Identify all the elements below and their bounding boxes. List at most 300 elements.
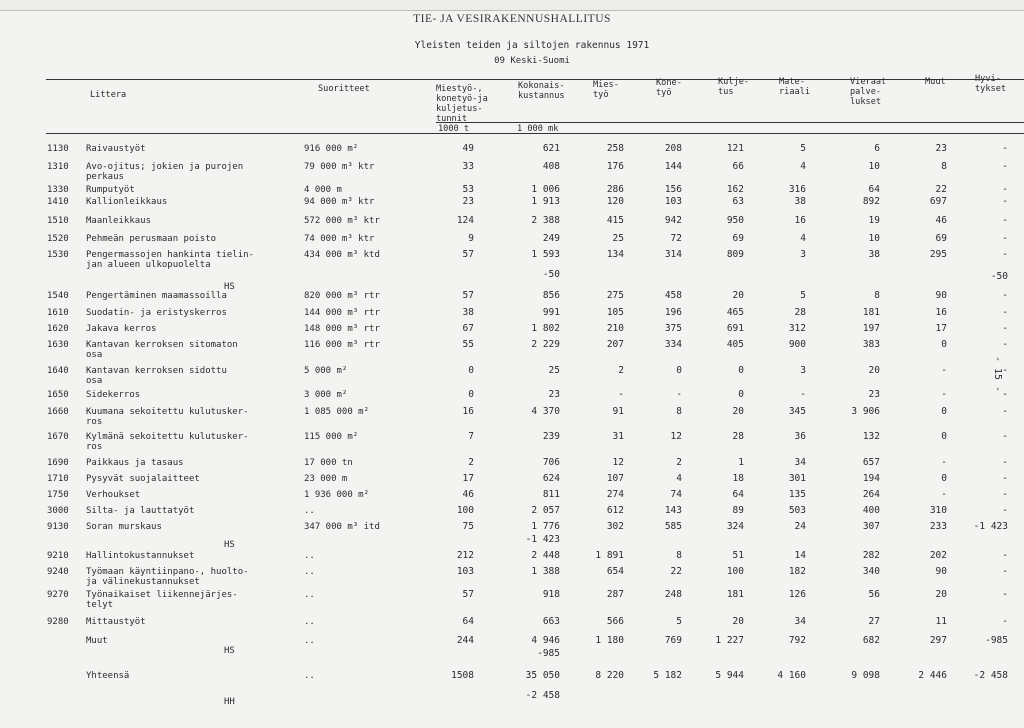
row-code: 1410 — [47, 197, 69, 207]
cell-qty: 347 000 m³ itd — [304, 522, 380, 532]
cell-transport: 465 — [726, 307, 744, 318]
cell-labor: 176 — [606, 161, 624, 172]
cell-machine: 334 — [664, 339, 682, 350]
row-label: Pengertäminen maamassoilla — [86, 291, 227, 301]
cell-services: 383 — [862, 339, 880, 350]
cell-credit: - — [1002, 161, 1008, 172]
row-label: Suodatin- ja eristyskerros — [86, 308, 227, 318]
cell-machine: 144 — [664, 161, 682, 172]
cell-services: 19 — [868, 215, 880, 226]
cell-other: - — [941, 389, 947, 400]
cell-machine: 314 — [664, 249, 682, 260]
cell-labor: 12 — [612, 457, 624, 468]
row-label: HS — [224, 540, 235, 550]
cell-services: 10 — [868, 233, 880, 244]
cell-total: 624 — [542, 473, 560, 484]
page-number: - 15 - — [992, 356, 1003, 393]
cell-services: 194 — [862, 473, 880, 484]
cell-labor: 258 — [606, 143, 624, 154]
row-label: Silta- ja lauttatyöt — [86, 506, 195, 516]
cell-machine: 143 — [664, 505, 682, 516]
cell-total: 1 776 — [531, 521, 560, 532]
row-label: Pysyvät suojalaitteet — [86, 474, 200, 484]
cell-hours: 67 — [462, 323, 474, 334]
cell-material: 38 — [794, 196, 806, 207]
cell-credit: - — [1002, 365, 1008, 376]
cell-material: 3 — [800, 249, 806, 260]
column-header-qty: Suoritteet — [318, 84, 370, 94]
cell-transport: 0 — [738, 389, 744, 400]
cell-material: 34 — [794, 457, 806, 468]
cell-material: - — [800, 389, 806, 400]
cell-services: 8 — [874, 290, 880, 301]
cell-other: 0 — [941, 406, 947, 417]
cell-total: 4 946 — [531, 635, 560, 646]
cell-services: 23 — [868, 389, 880, 400]
cell-other: 297 — [929, 635, 947, 646]
cell-hours: 16 — [462, 406, 474, 417]
row-code: 1510 — [47, 216, 69, 226]
cell-services: 64 — [868, 184, 880, 195]
row-label: Työnaikaiset liikennejärjes- telyt — [86, 590, 238, 610]
cell-transport: 405 — [726, 339, 744, 350]
cell-total: 663 — [542, 616, 560, 627]
row-label: Rumputyöt — [86, 185, 135, 195]
cell-credit: - — [1002, 389, 1008, 400]
cell-other: 17 — [935, 323, 947, 334]
cell-labor: 210 — [606, 323, 624, 334]
cell-machine: 248 — [664, 589, 682, 600]
cell-material: 4 160 — [777, 670, 806, 681]
cell-services: 282 — [862, 550, 880, 561]
row-code: 1520 — [47, 234, 69, 244]
cell-qty: 74 000 m³ ktr — [304, 234, 375, 244]
cell-machine: 72 — [670, 233, 682, 244]
cell-labor: 1 891 — [595, 550, 624, 561]
cell-qty: 3 000 m² — [304, 390, 348, 400]
row-code: 9130 — [47, 522, 69, 532]
row-label: Pengermassojen hankinta tielin- jan alueen ulkopuolelta — [86, 250, 254, 270]
cell-other: 0 — [941, 431, 947, 442]
cell-services: 657 — [862, 457, 880, 468]
cell-labor: 302 — [606, 521, 624, 532]
cell-labor: 105 — [606, 307, 624, 318]
cell-credit: - — [1002, 589, 1008, 600]
cell-transport: 63 — [732, 196, 744, 207]
cell-labor: - — [618, 389, 624, 400]
row-label: Kantavan kerroksen sidottu osa — [86, 366, 227, 386]
cell-material: 5 — [800, 290, 806, 301]
cell-machine: 74 — [670, 489, 682, 500]
cell-qty: .. — [304, 617, 315, 627]
cell-qty: 572 000 m³ ktr — [304, 216, 380, 226]
cell-credit: - — [1002, 233, 1008, 244]
cell-qty: 79 000 m³ ktr — [304, 162, 375, 172]
cell-hours: 100 — [456, 505, 474, 516]
cell-hours: 75 — [462, 521, 474, 532]
cell-transport: 181 — [726, 589, 744, 600]
cell-services: 27 — [868, 616, 880, 627]
cell-labor: 207 — [606, 339, 624, 350]
row-code: 9240 — [47, 567, 69, 577]
cell-hours: 53 — [462, 184, 474, 195]
row-code: 1530 — [47, 250, 69, 260]
cell-material: 312 — [788, 323, 806, 334]
cell-other: - — [941, 457, 947, 468]
row-label: Maanleikkaus — [86, 216, 152, 226]
cell-credit: - — [1002, 196, 1008, 207]
cell-total: 706 — [542, 457, 560, 468]
row-code: 1130 — [47, 144, 69, 154]
cell-material: 14 — [794, 550, 806, 561]
cell-services: 20 — [868, 365, 880, 376]
row-label: Kallionleikkaus — [86, 197, 168, 207]
cell-qty: .. — [304, 567, 315, 577]
cell-qty: .. — [304, 671, 315, 681]
cell-hours: 55 — [462, 339, 474, 350]
cell-material: 316 — [788, 184, 806, 195]
row-code: 1710 — [47, 474, 69, 484]
row-label: Yhteensä — [86, 671, 130, 681]
cell-machine: 8 — [676, 550, 682, 561]
cell-labor: 2 — [618, 365, 624, 376]
cell-transport: 100 — [726, 566, 744, 577]
cell-services: 181 — [862, 307, 880, 318]
row-label: Työmaan käyntiinpano-, huolto- ja välinekustannukset — [86, 567, 249, 587]
cell-machine: 4 — [676, 473, 682, 484]
cell-other: 11 — [935, 616, 947, 627]
unit-label-total: 1 000 mk — [517, 124, 559, 134]
cell-qty: 916 000 m² — [304, 144, 359, 154]
row-label: Kuumana sekoitettu kulutusker- ros — [86, 407, 249, 427]
cell-credit: - — [1002, 473, 1008, 484]
cell-transport: 950 — [726, 215, 744, 226]
cell-other: 8 — [941, 161, 947, 172]
region-label: 09 Keski-Suomi — [494, 56, 570, 66]
cell-other: 0 — [941, 473, 947, 484]
cell-labor: 134 — [606, 249, 624, 260]
cell-services: 400 — [862, 505, 880, 516]
cell-hours: 1508 — [451, 670, 474, 681]
cell-credit: -985 — [985, 635, 1008, 646]
cell-credit: - — [1002, 249, 1008, 260]
cell-labor: 8 220 — [595, 670, 624, 681]
cell-qty: 1 936 000 m² — [304, 490, 370, 500]
cell-labor: 654 — [606, 566, 624, 577]
cell-credit: -50 — [990, 271, 1008, 282]
cell-hours: 124 — [456, 215, 474, 226]
cell-qty: .. — [304, 551, 315, 561]
cell-hours: 9 — [468, 233, 474, 244]
column-header-credit: Hyvi- tykset — [975, 74, 1007, 94]
cell-total: 621 — [542, 143, 560, 154]
cell-total: 25 — [548, 365, 560, 376]
cell-credit: - — [1002, 505, 1008, 516]
cell-total: 2 388 — [531, 215, 560, 226]
column-header-name: Littera — [90, 90, 127, 100]
cell-labor: 612 — [606, 505, 624, 516]
cell-labor: 25 — [612, 233, 624, 244]
report-title: Yleisten teiden ja siltojen rakennus 1971 — [414, 40, 650, 51]
cell-machine: 0 — [676, 365, 682, 376]
cell-hours: 57 — [462, 589, 474, 600]
cell-material: 16 — [794, 215, 806, 226]
cell-qty: 1 085 000 m² — [304, 407, 370, 417]
column-header-hours: Miestyö-, konetyö-ja kuljetus- tunnit — [436, 84, 488, 124]
cell-labor: 274 — [606, 489, 624, 500]
cell-machine: 2 — [676, 457, 682, 468]
cell-hours: 212 — [456, 550, 474, 561]
row-label: HS — [224, 282, 235, 292]
cell-transport: 66 — [732, 161, 744, 172]
cell-machine: 103 — [664, 196, 682, 207]
cell-other: 69 — [935, 233, 947, 244]
cell-credit: - — [1002, 290, 1008, 301]
cell-qty: 434 000 m³ ktd — [304, 250, 380, 260]
row-label: Pehmeän perusmaan poisto — [86, 234, 217, 244]
cell-material: 28 — [794, 307, 806, 318]
cell-other: 20 — [935, 589, 947, 600]
cell-qty: 820 000 m³ rtr — [304, 291, 380, 301]
cell-hours: 49 — [462, 143, 474, 154]
row-code: 1750 — [47, 490, 69, 500]
cell-total: 991 — [542, 307, 560, 318]
cell-material: 3 — [800, 365, 806, 376]
cell-credit: -1 423 — [973, 521, 1008, 532]
row-code: 1670 — [47, 432, 69, 442]
row-code: 1310 — [47, 162, 69, 172]
cell-qty: 148 000 m³ rtr — [304, 324, 380, 334]
row-label: Muut — [86, 636, 108, 646]
cell-services: 6 — [874, 143, 880, 154]
cell-hours: 23 — [462, 196, 474, 207]
cell-services: 682 — [862, 635, 880, 646]
cell-total: 239 — [542, 431, 560, 442]
cell-material: 5 — [800, 143, 806, 154]
cell-other: 16 — [935, 307, 947, 318]
cell-qty: .. — [304, 590, 315, 600]
cell-qty: 4 000 m — [304, 185, 342, 195]
cell-transport: 809 — [726, 249, 744, 260]
cell-credit: -2 458 — [973, 670, 1008, 681]
cell-services: 3 906 — [851, 406, 880, 417]
row-label: Soran murskaus — [86, 522, 162, 532]
row-code: 1640 — [47, 366, 69, 376]
cell-credit: - — [1002, 457, 1008, 468]
cell-hours: 17 — [462, 473, 474, 484]
cell-material: 900 — [788, 339, 806, 350]
cell-other: - — [941, 489, 947, 500]
cell-credit: - — [1002, 406, 1008, 417]
cell-machine: 8 — [676, 406, 682, 417]
row-label: Hallintokustannukset — [86, 551, 195, 561]
cell-material: 182 — [788, 566, 806, 577]
row-code: 1650 — [47, 390, 69, 400]
cell-transport: 18 — [732, 473, 744, 484]
cell-transport: 691 — [726, 323, 744, 334]
cell-other: 90 — [935, 566, 947, 577]
cell-credit: - — [1002, 431, 1008, 442]
cell-material: 36 — [794, 431, 806, 442]
cell-transport: 20 — [732, 290, 744, 301]
cell-transport: 20 — [732, 616, 744, 627]
cell-total: 35 050 — [525, 670, 560, 681]
cell-machine: 156 — [664, 184, 682, 195]
cell-machine: 942 — [664, 215, 682, 226]
cell-total: 811 — [542, 489, 560, 500]
cell-credit: - — [1002, 550, 1008, 561]
cell-qty: .. — [304, 636, 315, 646]
cell-material: 4 — [800, 161, 806, 172]
cell-total: 1 593 — [531, 249, 560, 260]
cell-machine: 585 — [664, 521, 682, 532]
cell-qty: 116 000 m³ rtr — [304, 340, 380, 350]
cell-credit: - — [1002, 307, 1008, 318]
cell-transport: 0 — [738, 365, 744, 376]
cell-machine: 196 — [664, 307, 682, 318]
cell-credit: - — [1002, 616, 1008, 627]
cell-transport: 89 — [732, 505, 744, 516]
cell-credit: - — [1002, 339, 1008, 350]
cell-hours: 57 — [462, 249, 474, 260]
cell-credit: - — [1002, 143, 1008, 154]
row-code: 1610 — [47, 308, 69, 318]
cell-material: 503 — [788, 505, 806, 516]
cell-transport: 69 — [732, 233, 744, 244]
row-code: 1620 — [47, 324, 69, 334]
cell-machine: 5 182 — [653, 670, 682, 681]
cell-services: 56 — [868, 589, 880, 600]
cell-transport: 324 — [726, 521, 744, 532]
cell-qty: .. — [304, 506, 315, 516]
cell-hours: 64 — [462, 616, 474, 627]
cell-total: 249 — [542, 233, 560, 244]
page-top-edge — [0, 0, 1024, 11]
cell-total: 2 448 — [531, 550, 560, 561]
cell-other: 2 446 — [918, 670, 947, 681]
row-label: Avo-ojitus; jokien ja purojen perkaus — [86, 162, 244, 182]
cell-hours: 103 — [456, 566, 474, 577]
row-label: Mittaustyöt — [86, 617, 146, 627]
cell-transport: 20 — [732, 406, 744, 417]
column-header-transport: Kulje- tus — [718, 77, 750, 97]
cell-machine: 22 — [670, 566, 682, 577]
cell-labor: 415 — [606, 215, 624, 226]
cell-total: 23 — [548, 389, 560, 400]
cell-qty: 5 000 m² — [304, 366, 348, 376]
cell-material: 345 — [788, 406, 806, 417]
cell-total: -1 423 — [525, 534, 560, 545]
cell-other: 22 — [935, 184, 947, 195]
cell-transport: 162 — [726, 184, 744, 195]
row-label: Sidekerros — [86, 390, 141, 400]
cell-machine: 5 — [676, 616, 682, 627]
cell-transport: 121 — [726, 143, 744, 154]
cell-total: -985 — [537, 648, 560, 659]
cell-material: 4 — [800, 233, 806, 244]
cell-services: 264 — [862, 489, 880, 500]
row-code: 1330 — [47, 185, 69, 195]
cell-hours: 7 — [468, 431, 474, 442]
cell-total: -50 — [542, 269, 560, 280]
cell-services: 132 — [862, 431, 880, 442]
cell-credit: - — [1002, 215, 1008, 226]
cell-total: 2 057 — [531, 505, 560, 516]
column-header-other: Muut — [925, 77, 946, 87]
cell-hours: 38 — [462, 307, 474, 318]
cell-services: 307 — [862, 521, 880, 532]
cell-total: 4 370 — [531, 406, 560, 417]
cell-qty: 94 000 m³ ktr — [304, 197, 375, 207]
unit-rule — [436, 122, 1024, 123]
cell-total: 1 913 — [531, 196, 560, 207]
column-header-total: Kokonais- kustannus — [518, 81, 565, 101]
cell-total: 1 388 — [531, 566, 560, 577]
cell-total: -2 458 — [525, 690, 560, 701]
cell-services: 38 — [868, 249, 880, 260]
cell-labor: 107 — [606, 473, 624, 484]
row-code: 1660 — [47, 407, 69, 417]
cell-labor: 275 — [606, 290, 624, 301]
cell-services: 197 — [862, 323, 880, 334]
cell-material: 792 — [788, 635, 806, 646]
cell-hours: 0 — [468, 389, 474, 400]
cell-labor: 120 — [606, 196, 624, 207]
cell-machine: 208 — [664, 143, 682, 154]
cell-services: 892 — [862, 196, 880, 207]
cell-total: 1 802 — [531, 323, 560, 334]
cell-other: 310 — [929, 505, 947, 516]
cell-hours: 244 — [456, 635, 474, 646]
cell-other: 90 — [935, 290, 947, 301]
cell-labor: 566 — [606, 616, 624, 627]
cell-hours: 57 — [462, 290, 474, 301]
column-header-material: Mate- riaali — [779, 77, 811, 97]
unit-label-hours: 1000 t — [438, 124, 470, 134]
row-code: 1690 — [47, 458, 69, 468]
cell-material: 34 — [794, 616, 806, 627]
row-code: 9280 — [47, 617, 69, 627]
cell-qty: 144 000 m³ rtr — [304, 308, 380, 318]
column-header-machine: Kone- työ — [656, 78, 682, 98]
cell-labor: 91 — [612, 406, 624, 417]
cell-services: 340 — [862, 566, 880, 577]
row-code: 3000 — [47, 506, 69, 516]
cell-transport: 1 — [738, 457, 744, 468]
cell-transport: 28 — [732, 431, 744, 442]
row-code: 1540 — [47, 291, 69, 301]
cell-machine: 12 — [670, 431, 682, 442]
cell-machine: 458 — [664, 290, 682, 301]
cell-labor: 286 — [606, 184, 624, 195]
cell-credit: - — [1002, 566, 1008, 577]
cell-material: 135 — [788, 489, 806, 500]
row-code: 9270 — [47, 590, 69, 600]
row-label: Kylmänä sekoitettu kulutusker- ros — [86, 432, 249, 452]
cell-labor: 1 180 — [595, 635, 624, 646]
cell-services: 10 — [868, 161, 880, 172]
cell-other: - — [941, 365, 947, 376]
cell-other: 23 — [935, 143, 947, 154]
cell-material: 24 — [794, 521, 806, 532]
cell-hours: 46 — [462, 489, 474, 500]
column-header-labor: Mies- työ — [593, 80, 619, 100]
row-label: Kantavan kerroksen sitomaton osa — [86, 340, 238, 360]
cell-credit: - — [1002, 323, 1008, 334]
cell-hours: 0 — [468, 365, 474, 376]
cell-transport: 5 944 — [715, 670, 744, 681]
cell-other: 295 — [929, 249, 947, 260]
